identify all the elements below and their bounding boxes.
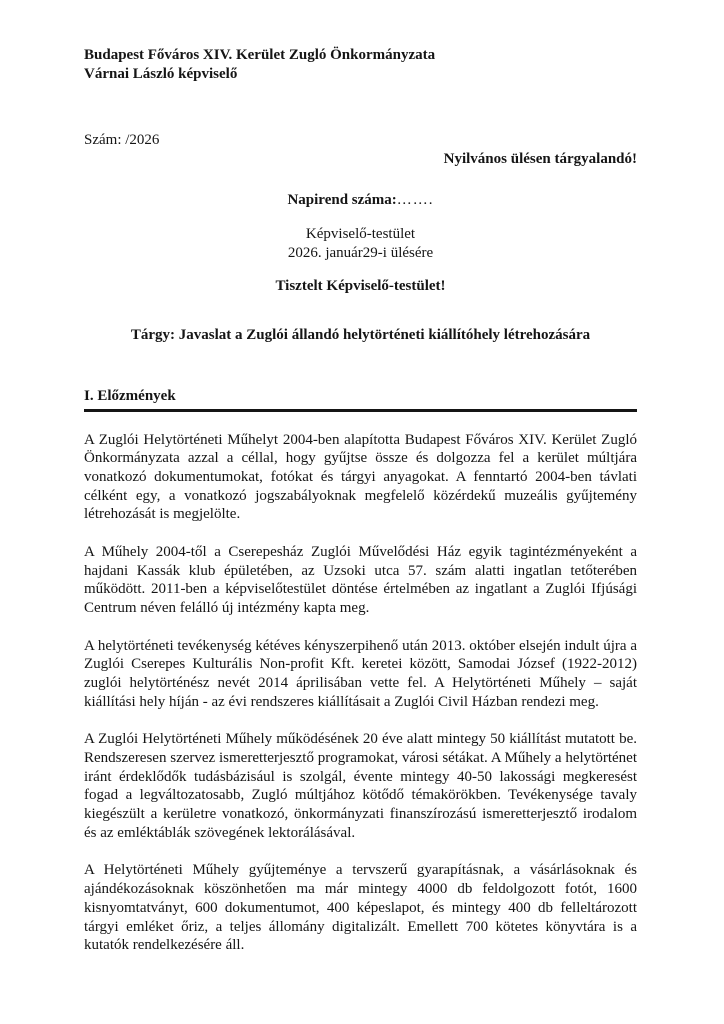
letterhead xyxy=(84,46,637,83)
agenda-number-dots: ……. xyxy=(396,191,434,208)
body-paragraph: A helytörténeti tevékenység kétéves kényszerpihenő után 2013. október elsején indult újra a Zuglói Cserepes Kulturális Non-profit Kft. keretei között, Samodai József (1922-2012) zuglói helytörténész nevét 2014 áprilisában vette fel. A Helytörténeti Műhely – saját kiállítási hely híján - az évi rendszeres kiállításait a Zuglói Civil Házban rendezi meg. xyxy=(84,637,637,710)
agenda-number-line xyxy=(84,191,637,210)
body-paragraph: A Zuglói Helytörténeti Műhely működésének 20 éve alatt mintegy 50 kiállítást mutatott be. Rendszeresen szervez ismeretterjesztő programokat, városi sétákat. A Műhely a helytörténet iránt érdeklődők tudásbázisául is szolgál, évente mintegy 40-50 lakossági megkeresést fogad a legváltozatosabb, Zugló múltjához kötődő témakörökben. Tevékenysége tavaly kiegészült a kerületre vonatkozó, önkormányzati finanszírozású ismeretterjesztő irodalom és az emléktáblák szövegének lektorálásával. xyxy=(84,731,637,841)
subject-line: Tárgy: Javaslat a Zuglói állandó helytörténeti kiállítóhely létrehozására xyxy=(130,327,591,344)
public-session-note: Nyilvános ülésen tárgyalandó! xyxy=(443,151,637,168)
meeting-info xyxy=(84,225,637,262)
meeting-body: Képviselő-testület xyxy=(305,226,416,243)
agenda-number-label: Napirend száma: xyxy=(287,191,397,208)
case-number: Szám: /2026 xyxy=(84,132,160,149)
org-name: Budapest Főváros XIV. Kerület Zugló Önkormányzata xyxy=(84,47,436,63)
salutation: Tisztelt Képviselő-testület! xyxy=(275,277,446,294)
representative-name: Várnai László képviselő xyxy=(84,65,238,82)
body-paragraph: A Műhely 2004-től a Cserepesház Zuglói Művelődési Ház egyik tagintézményeként a hajdani Kassák klub épületében, az Uzsoki utca 57. szám alatti ingatlan tetőterében működött. 2011-ben a képviselőtestület döntése értelmében az ingatlant a Zuglói Ifjúsági Centrum néven felálló új intézmény kapta meg. xyxy=(84,544,637,617)
meeting-date: 2026. január29-i ülésére xyxy=(287,245,434,262)
section-heading: I. Előzmények xyxy=(84,387,637,412)
body-paragraph: A Helytörténeti Műhely gyűjteménye a tervszerű gyarapításnak, a vásárlásoknak és ajándékozásoknak köszönhetően ma már mintegy 4000 db feldolgozott fotót, 1600 kisnyomtatványt, 600 dokumentumot, 400 képeslapot, és mintegy 400 db felleltározott tárgyi emléket őriz, a teljes állomány digitalizált. Emellett 700 kötetes könyvtára is a kutatók rendelkezésére áll. xyxy=(84,862,637,954)
body-paragraph: A Zuglói Helytörténeti Műhelyt 2004-ben alapította Budapest Főváros XIV. Kerület Zugló Önkormányzata azzal a céllal, hogy gyűjtse össze és dolgozza fel a kerület múltjára vonatkozó dokumentumokat, fotókat és tárgyi anyagokat. A fenntartó 2004-ben távlati célként egy, a vonatkozó jogszabályoknak megfelelő közérdekű muzeális gyűjtemény létrehozását is megjelölte. xyxy=(84,431,637,523)
